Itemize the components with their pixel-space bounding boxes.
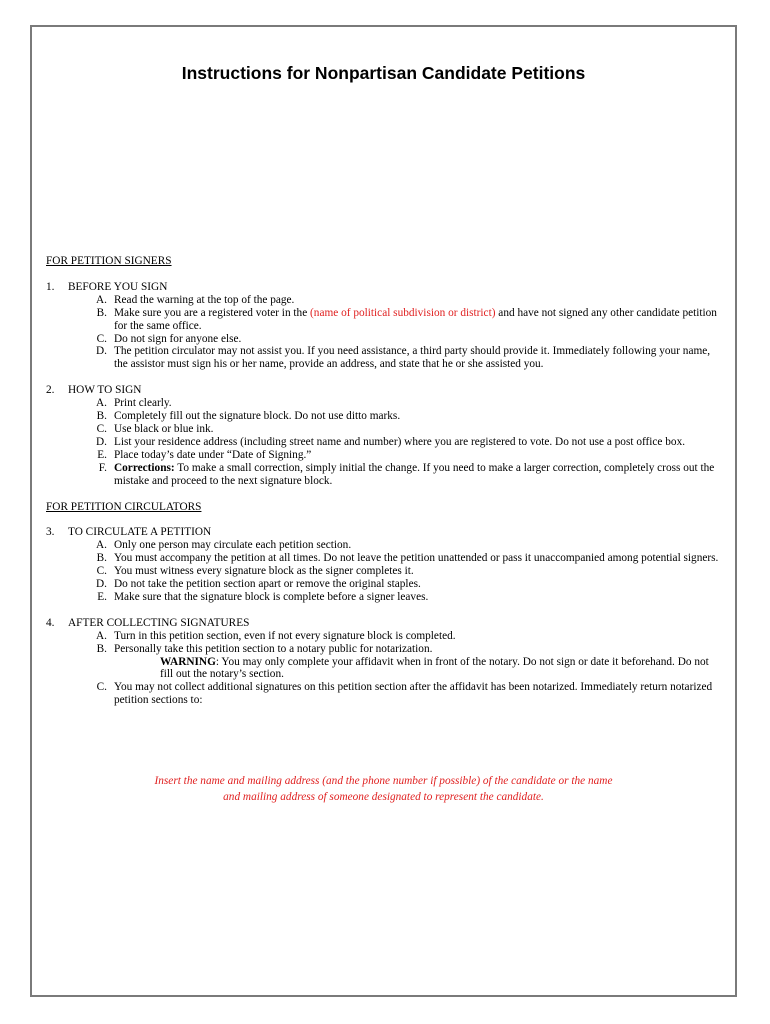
warning-label: WARNING <box>160 655 216 668</box>
section-number: 2. <box>46 384 55 397</box>
list-item: E. Place today’s date under “Date of Signing.” <box>97 448 312 461</box>
page-frame <box>30 25 737 997</box>
section-4-list <box>46 630 721 707</box>
page-title: Instructions for Nonpartisan Candidate Petitions <box>181 63 586 83</box>
placeholder-district: (name of political subdivision or district) <box>310 306 496 319</box>
list-item: D. The petition circulator may not assist you. If you need assistance, a third party should provide it. Immediately following your name, the assistor must sign his or her name, provide an address, and state that he or she assisted you. <box>96 345 711 371</box>
list-item: A. Read the warning at the top of the page. <box>96 293 295 306</box>
section-title: HOW TO SIGN <box>68 384 142 397</box>
section-number: 1. <box>46 280 55 293</box>
list-item: B. You must accompany the petition at all times. Do not leave the petition unattended or pass it unaccompanied among potential signers. <box>96 552 719 565</box>
section-title: TO CIRCULATE A PETITION <box>68 526 212 539</box>
circulators-heading: FOR PETITION CIRCULATORS <box>46 500 202 513</box>
list-item: E. Make sure that the signature block is complete before a signer leaves. <box>97 590 429 603</box>
list-item: C. Use black or blue ink. <box>96 422 214 435</box>
list-item: B. Personally take this petition section to a notary public for notarization. <box>96 642 433 655</box>
section-number: 3. <box>46 526 55 539</box>
list-item: A. Only one person may circulate each petition section. <box>96 539 352 552</box>
list-item: D. Do not take the petition section apart or remove the original staples. <box>96 578 421 591</box>
section-2-list <box>46 397 721 487</box>
list-item: B. Completely fill out the signature block. Do not use ditto marks. <box>96 410 401 423</box>
section-3-heading <box>46 526 721 539</box>
list-item: B. Make sure you are a registered voter in the (name of political subdivision or district) and have not signed any other candidate petition for the same office. <box>96 306 717 332</box>
list-item: C. Do not sign for anyone else. <box>96 332 242 345</box>
candidate-address-placeholder: Insert the name and mailing address (and the phone number if possible) of the candidate or the name and mailing address of someone designated to represent the candidate. <box>154 775 613 803</box>
instructions-body <box>46 255 721 707</box>
section-3-list <box>46 539 721 604</box>
section-1-list <box>46 294 721 371</box>
list-item: A. Print clearly. <box>96 397 172 410</box>
section-title: BEFORE YOU SIGN <box>68 280 168 293</box>
warning-note: WARNING: You may only complete your affidavit when in front of the notary. Do not sign or date it beforehand. Do not fill out the notary’s section. <box>160 655 709 681</box>
list-item: D. List your residence address (including street name and number) where you are registered to vote. Do not use a post office box. <box>96 435 686 448</box>
section-4-heading <box>46 617 721 630</box>
section-number: 4. <box>46 616 55 629</box>
list-item: A. Turn in this petition section, even if not every signature block is completed. <box>96 629 456 642</box>
section-1-heading <box>46 281 721 294</box>
list-item: C. You must witness every signature block as the signer completes it. <box>96 565 414 578</box>
signers-heading: FOR PETITION SIGNERS <box>46 255 172 267</box>
corrections-label: Corrections: <box>114 461 175 474</box>
section-title: AFTER COLLECTING SIGNATURES <box>68 616 250 629</box>
list-item: C. You may not collect additional signatures on this petition section after the affidavit has been notarized. Immediately return notarized petition sections to: <box>96 681 713 707</box>
list-item: F. Corrections: To make a small correction, simply initial the change. If you need to make a larger correction, completely cross out the mistake and proceed to the next signature block. <box>98 461 715 487</box>
section-2-heading <box>46 384 721 397</box>
